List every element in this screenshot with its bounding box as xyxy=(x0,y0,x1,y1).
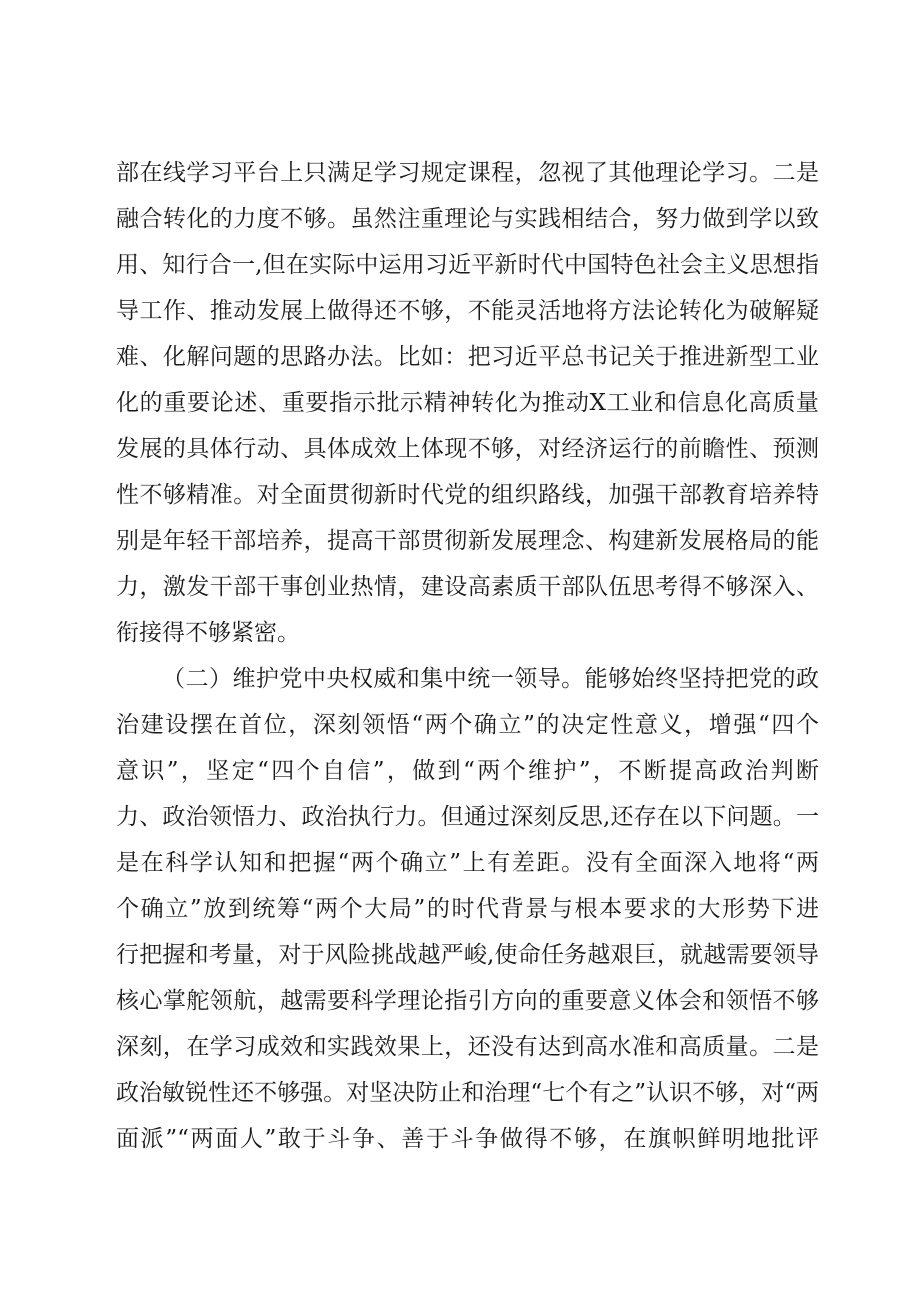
paragraph-2 xyxy=(116,656,819,1162)
paragraph-line: 核心掌舵领航，越需要科学理论指引方向的重要意义体会和领悟不够 xyxy=(116,988,819,1014)
paragraph-line: 融合转化的力度不够。虽然注重理论与实践相结合，努力做到学以致 xyxy=(116,206,819,232)
paragraph-line: 别是年轻干部培养，提高干部贯彻新发展理念、构建新发展格局的能 xyxy=(116,528,819,554)
paragraph-line: 意识”，坚定“四个自信”，做到“两个维护”，不断提高政治判断 xyxy=(116,758,819,784)
paragraph-line: 力，激发干部干事创业热情，建设高素质干部队伍思考得不够深入、 xyxy=(116,574,819,600)
paragraph-line: 难、化解问题的思路办法。比如：把习近平总书记关于推进新型工业 xyxy=(116,344,819,370)
paragraph-line: 发展的具体行动、具体成效上体现不够，对经济运行的前瞻性、预测 xyxy=(116,436,819,462)
paragraph-line: 衔接得不够紧密。 xyxy=(116,620,300,646)
paragraph-line: 深刻，在学习成效和实践效果上，还没有达到高水准和高质量。二是 xyxy=(116,1034,819,1060)
paragraph-line: 部在线学习平台上只满足学习规定课程，忽视了其他理论学习。二是 xyxy=(116,160,819,186)
paragraph-line: 性不够精准。对全面贯彻新时代党的组织路线，加强干部教育培养特 xyxy=(116,482,819,508)
paragraph-line: 个确立”放到统筹“两个大局”的时代背景与根本要求的大形势下进 xyxy=(116,896,819,922)
paragraph-line: 用、知行合一,但在实际中运用习近平新时代中国特色社会主义思想指 xyxy=(116,252,819,278)
paragraph-1 xyxy=(116,150,819,656)
paragraph-line: 导工作、推动发展上做得还不够，不能灵活地将方法论转化为破解疑 xyxy=(116,298,819,324)
paragraph-line: （二）维护党中央权威和集中统一领导。能够始终坚持把党的政 xyxy=(162,666,819,692)
paragraph-line: 治建设摆在首位，深刻领悟“两个确立”的决定性意义，增强“四个 xyxy=(116,712,819,738)
paragraph-line: 政治敏锐性还不够强。对坚决防止和治理“七个有之”认识不够，对“两 xyxy=(116,1080,819,1106)
paragraph-line: 是在科学认知和把握“两个确立”上有差距。没有全面深入地将“两 xyxy=(116,850,819,876)
paragraph-line: 力、政治领悟力、政治执行力。但通过深刻反思,还存在以下问题。一 xyxy=(116,804,819,830)
paragraph-line: 化的重要论述、重要指示批示精神转化为推动X工业和信息化高质量 xyxy=(116,390,819,416)
document-body xyxy=(116,150,819,1162)
paragraph-line: 面派”“两面人”敢于斗争、善于斗争做得不够，在旗帜鲜明地批评 xyxy=(116,1126,819,1152)
paragraph-line: 行把握和考量，对于风险挑战越严峻,使命任务越艰巨，就越需要领导 xyxy=(116,942,819,968)
